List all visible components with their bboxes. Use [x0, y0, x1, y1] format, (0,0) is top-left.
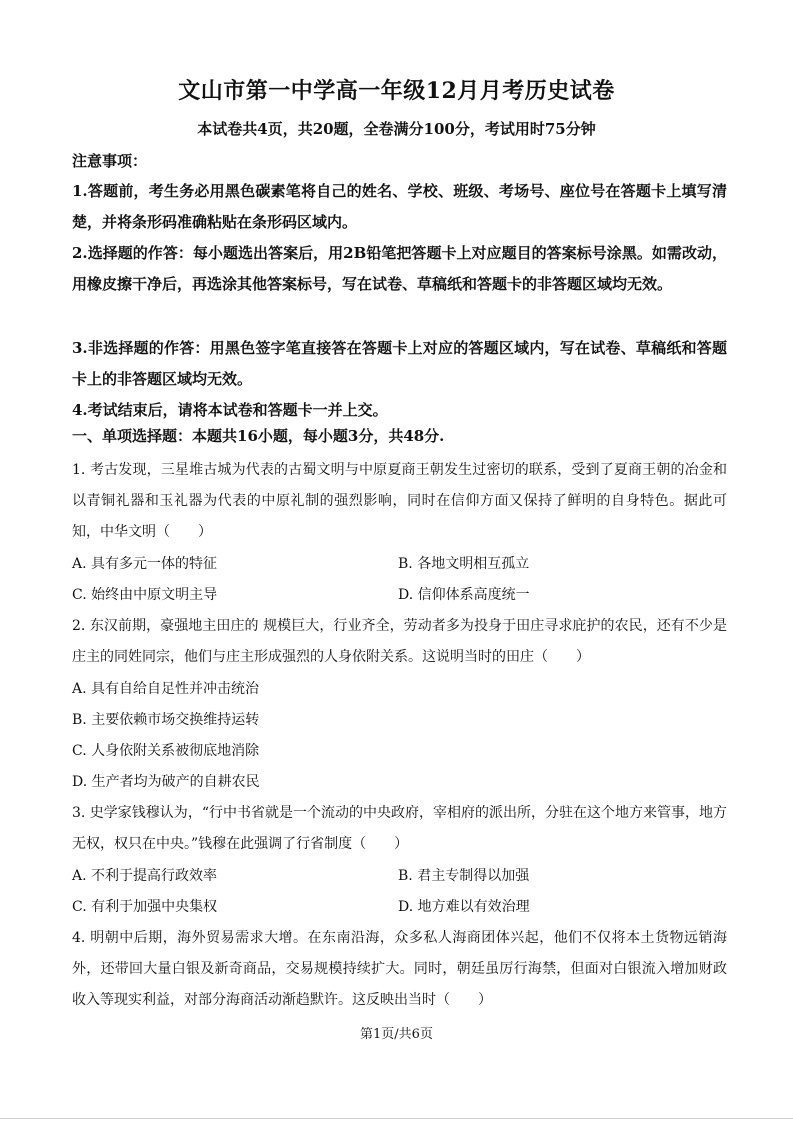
note-item: 3.非选择题的作答：用黑色签字笔直接答在答题卡上对应的答题区域内，写在试卷、草稿纸和答题卡上的非答题区域均无效。 [72, 339, 727, 388]
question-2-option-b: B. 主要依赖市场交换维持运转 [72, 712, 260, 728]
question-4-stem: 4. 明朝中后期，海外贸易需求大增。在东南沿海，众多私人海商团体兴起，他们不仅将本土货物远销海外，还带回大量白银及新奇商品，交易规模持续扩大。同时，朝廷虽厉行海禁，但面对白银流入增加财政收入等现实利益，对部分海商活动渐趋默许。这反映出当时（ ） [72, 930, 727, 1008]
exam-title: 文山市第一中学高一年级12月月考历史试卷 [178, 78, 615, 104]
question-2-option-a: A. 具有自给自足性并冲击统治 [72, 681, 260, 697]
question-3-stem: 3. 史学家钱穆认为，“行中书省就是一个流动的中央政府，宰相府的派出所，分驻在这个地方来管事，地方无权，权只在中央。”钱穆在此强调了行省制度（ ） [72, 805, 727, 852]
question-2-option-d: D. 生产者均为破产的自耕农民 [72, 774, 260, 790]
question-1-option-a: A. 具有多元一体的特征 [72, 556, 218, 572]
note-item: 1.答题前，考生务必用黑色碳素笔将自己的姓名、学校、班级、考场号、座位号在答题卡上填写清楚，并将条形码准确粘贴在条形码区域内。 [72, 182, 727, 231]
page-number: 第1页/共6页 [360, 1027, 433, 1042]
note-item: 4.考试结束后，请将本试卷和答题卡一并上交。 [72, 401, 388, 419]
question-1-option-c: C. 始终由中原文明主导 [72, 587, 218, 603]
question-3-option-d: D. 地方难以有效治理 [398, 899, 530, 915]
note-item: 2.选择题的作答：每小题选出答案后，用2B铅笔把答题卡上对应题目的答案标号涂黑。如需改动，用橡皮擦干净后，再选涂其他答案标号，写在试卷、草稿纸和答题卡的非答题区域均无效。 [72, 244, 727, 293]
notes-heading: 注意事项： [72, 152, 148, 170]
question-1-option-b: B. 各地文明相互孤立 [398, 556, 530, 572]
question-3-option-b: B. 君主专制得以加强 [398, 868, 530, 884]
question-3-option-a: A. 不利于提高行政效率 [72, 868, 218, 884]
question-3-option-c: C. 有利于加强中央集权 [72, 899, 218, 915]
question-1-option-d: D. 信仰体系高度统一 [398, 587, 530, 603]
question-2-option-c: C. 人身依附关系被彻底地消除 [72, 743, 260, 759]
question-2-stem: 2. 东汉前期，豪强地主田庄的 规模巨大，行业齐全，劳动者多为投身于田庄寻求庇护的农民，还有不少是庄主的同姓同宗，他们与庄主形成强烈的人身依附关系。这说明当时的田庄（ ） [72, 618, 727, 665]
exam-subtitle: 本试卷共4页，共20题，全卷满分100分，考试用时75分钟 [197, 120, 596, 138]
section-title: 一、单项选择题：本题共16小题，每小题3分，共48分. [72, 427, 445, 445]
question-1-stem: 1. 考古发现，三星堆古城为代表的古蜀文明与中原夏商王朝发生过密切的联系，受到了夏商王朝的冶金和以青铜礼器和玉礼器为代表的中原礼制的强烈影响，同时在信仰方面又保持了鲜明的自身特色。据此可知，中华文明（ ） [72, 462, 727, 540]
bottom-divider [0, 1118, 793, 1119]
